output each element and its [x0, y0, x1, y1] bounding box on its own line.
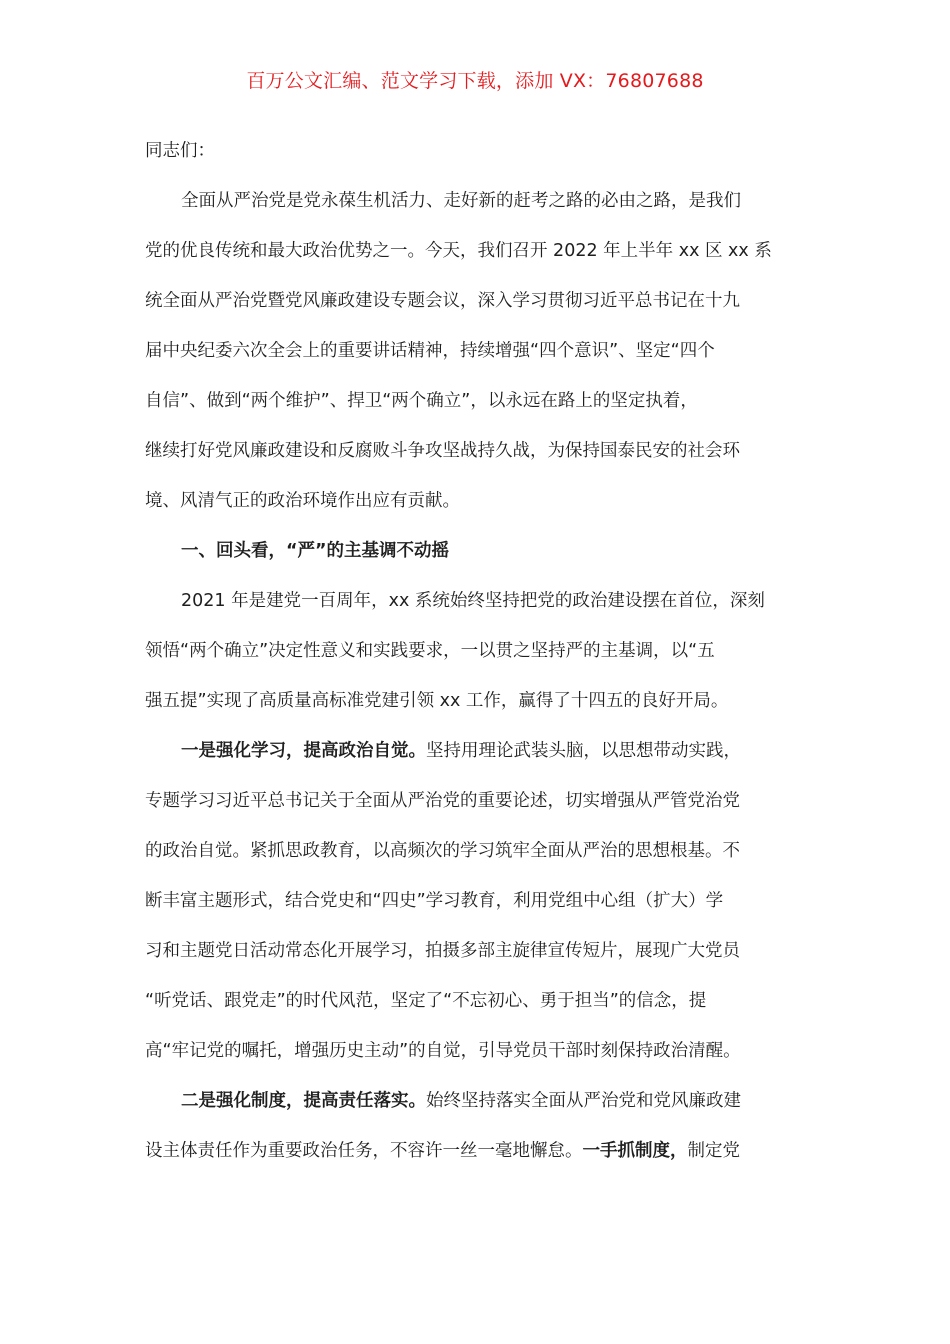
paragraph-line: 届中央纪委六次全会上的重要讲话精神，持续增强“四个意识”、坚定“四个 [145, 341, 715, 361]
section-heading: 一、回头看，“严”的主基调不动摇 [181, 541, 450, 561]
paragraph-line: 的政治自觉。紧抓思政教育，以高频次的学习筑牢全面从严治的思想根基。不 [145, 841, 740, 861]
paragraph-line: 断丰富主题形式，结合党史和“四史”学习教育，利用党组中心组（扩大）学 [145, 891, 724, 911]
paragraph-line: 统全面从严治党暨党风廉政建设专题会议，深入学习贯彻习近平总书记在十九 [145, 291, 740, 311]
point-sublead: 一手抓制度， [582, 1141, 688, 1161]
paragraph-line: “听党话、跟党走”的时代风范，坚定了“不忘初心、勇于担当”的信念，提 [145, 991, 707, 1011]
paragraph-line: 自信”、做到“两个维护”、捍卫“两个确立”，以永远在路上的坚定执着， [145, 391, 698, 411]
paragraph-line: 领悟“两个确立”决定性意义和实践要求，一以贯之坚持严的主基调，以“五 [145, 641, 715, 661]
point-lead: 一是强化学习，提高政治自觉。 [181, 741, 426, 761]
point-text: 坚持用理论武装头脑，以思想带动实践， [426, 741, 741, 761]
salutation: 同志们： [145, 141, 215, 161]
paragraph-line: 继续打好党风廉政建设和反腐败斗争攻坚战持久战，为保持国泰民安的社会环 [145, 441, 740, 461]
point-text: 设主体责任作为重要政治任务，不容许一丝一毫地懈怠。 [145, 1141, 583, 1161]
point-lead: 二是强化制度，提高责任落实。 [181, 1091, 426, 1111]
header-banner: 百万公文汇编、范文学习下载，添加 VX：76807688 [246, 70, 704, 92]
paragraph-line [145, 1131, 805, 1181]
paragraph-line: 2021 年是建党一百周年，xx 系统始终坚持把党的政治建设摆在首位，深刻 [181, 591, 765, 611]
paragraph-line [145, 731, 805, 781]
paragraph-line: 党的优良传统和最大政治优势之一。今天，我们召开 2022 年上半年 xx 区 xx 系 [145, 241, 772, 261]
paragraph-line: 高“牢记党的嘱托，增强历史主动”的自觉，引导党员干部时刻保持政治清醒。 [145, 1041, 741, 1061]
paragraph-line: 全面从严治党是党永葆生机活力、走好新的赶考之路的必由之路，是我们 [181, 191, 741, 211]
point-text: 制定党 [687, 1141, 740, 1161]
paragraph-line [145, 1081, 805, 1131]
paragraph-line: 习和主题党日活动常态化开展学习，拍摄多部主旋律宣传短片，展现广大党员 [145, 941, 740, 961]
paragraph-line: 境、风清气正的政治环境作出应有贡献。 [145, 491, 460, 511]
point-text: 始终坚持落实全面从严治党和党风廉政建 [426, 1091, 741, 1111]
document-body [145, 131, 805, 1181]
paragraph-line: 专题学习习近平总书记关于全面从严治党的重要论述，切实增强从严管党治党 [145, 791, 740, 811]
paragraph-line: 强五提”实现了高质量高标准党建引领 xx 工作，赢得了十四五的良好开局。 [145, 691, 729, 711]
